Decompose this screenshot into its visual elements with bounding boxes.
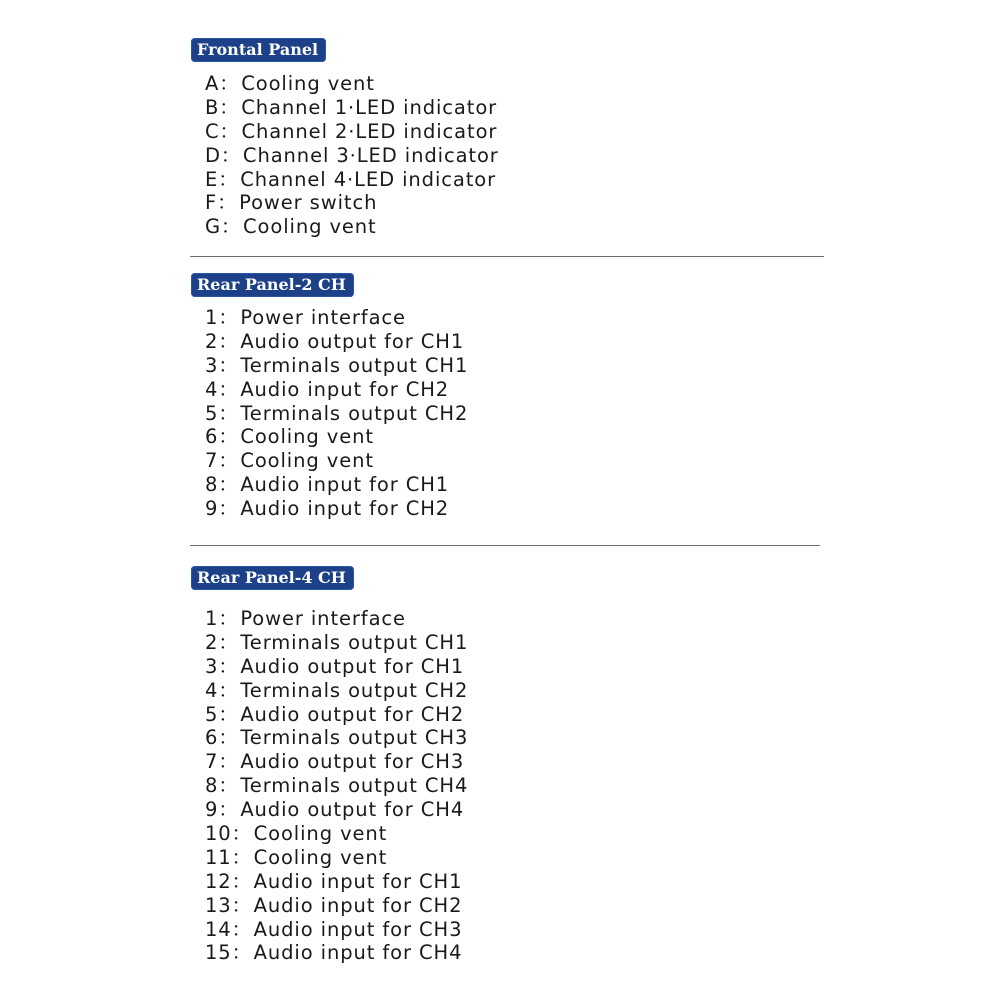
list-item: [205, 774, 468, 798]
item-label: Cooling vent: [240, 425, 374, 449]
list-item: [205, 918, 468, 942]
list-item: [205, 168, 499, 192]
item-key: 9: [205, 798, 219, 822]
item-key: 9: [205, 497, 219, 521]
list-item: [205, 679, 468, 703]
item-key: 3: [205, 353, 219, 377]
item-key: 6: [205, 726, 219, 750]
section-divider: [190, 545, 820, 546]
list-item: [205, 798, 468, 822]
item-key: A: [205, 72, 220, 95]
item-separator: ：: [231, 941, 253, 965]
item-separator: ：: [218, 401, 239, 425]
list-item: [205, 215, 499, 239]
item-separator: ：: [218, 353, 239, 377]
item-separator: ：: [218, 473, 239, 497]
list-item: [205, 726, 468, 750]
list-item: [205, 306, 468, 330]
item-label: Cooling vent: [241, 72, 375, 95]
item-separator: ：: [218, 306, 239, 329]
item-label: Terminals output CH3: [240, 726, 469, 750]
frontal-panel-list: [205, 72, 499, 239]
item-key: F: [205, 191, 218, 215]
list-item: [205, 72, 499, 96]
list-item: [205, 144, 499, 168]
list-item: [205, 870, 468, 894]
item-key: 2: [205, 329, 219, 353]
item-key: 8: [205, 774, 219, 798]
item-key: 4: [205, 678, 219, 702]
item-label: Power interface: [240, 607, 406, 630]
item-label: Audio output for CH2: [240, 702, 465, 726]
item-separator: ：: [231, 822, 253, 846]
item-label: Power interface: [240, 306, 406, 329]
item-separator: ：: [218, 167, 239, 191]
item-separator: ：: [218, 750, 239, 774]
list-item: [205, 354, 468, 378]
item-separator: ：: [231, 917, 253, 941]
item-key: 1: [205, 607, 219, 630]
item-separator: ：: [218, 774, 239, 798]
item-label: Audio input for CH3: [253, 917, 463, 941]
item-label: Channel 4·LED indicator: [240, 167, 497, 191]
item-key: 12: [205, 869, 232, 893]
item-key: 10: [205, 822, 232, 846]
item-label: Audio input for CH2: [240, 377, 450, 401]
list-item: [205, 846, 468, 870]
item-key: D: [205, 143, 221, 167]
list-item: [205, 703, 468, 727]
item-label: Cooling vent: [253, 822, 388, 846]
item-separator: ：: [219, 72, 240, 95]
item-key: 4: [205, 377, 219, 401]
list-item: [205, 750, 468, 774]
item-label: Audio output for CH1: [240, 654, 465, 678]
item-label: Channel 2·LED indicator: [241, 119, 498, 143]
item-label: Audio input for CH2: [253, 893, 463, 917]
list-item: [205, 473, 468, 497]
item-separator: ：: [218, 497, 239, 521]
item-label: Audio input for CH1: [253, 869, 463, 893]
item-separator: ：: [218, 702, 239, 726]
list-item: [205, 96, 499, 120]
item-separator: ：: [218, 329, 239, 353]
item-label: Terminals output CH2: [240, 678, 469, 702]
rear-panel-2ch-list: [205, 306, 468, 521]
item-label: Channel 3·LED indicator: [242, 143, 499, 167]
item-separator: ：: [218, 678, 239, 702]
item-separator: ：: [218, 607, 239, 630]
item-key: E: [205, 167, 219, 191]
item-separator: ：: [218, 425, 239, 449]
item-separator: ：: [231, 893, 253, 917]
item-key: C: [205, 119, 220, 143]
item-key: 7: [205, 449, 219, 473]
item-label: Terminals output CH1: [240, 353, 469, 377]
list-item: [205, 607, 468, 631]
list-item: [205, 894, 468, 918]
item-label: Cooling vent: [243, 215, 377, 239]
item-key: 6: [205, 425, 219, 449]
item-separator: ：: [218, 798, 239, 822]
rear-panel-4ch-list: [205, 607, 468, 965]
item-key: 2: [205, 630, 219, 654]
item-separator: ：: [231, 845, 253, 869]
list-item: [205, 378, 468, 402]
item-label: Audio output for CH1: [240, 329, 465, 353]
item-key: 8: [205, 473, 219, 497]
item-separator: ：: [218, 377, 239, 401]
item-label: Audio input for CH4: [253, 941, 463, 965]
list-item: [205, 822, 468, 846]
list-item: [205, 497, 468, 521]
list-item: [205, 120, 499, 144]
item-key: 5: [205, 702, 219, 726]
item-key: B: [205, 95, 220, 119]
frontal-panel-badge: Frontal Panel: [191, 38, 326, 62]
list-item: [205, 425, 468, 449]
item-key: 14: [205, 917, 232, 941]
item-label: Cooling vent: [240, 449, 374, 473]
item-label: Audio output for CH3: [240, 750, 465, 774]
item-label: Audio input for CH1: [240, 473, 450, 497]
item-label: Power switch: [239, 191, 378, 215]
item-label: Channel 1·LED indicator: [241, 95, 498, 119]
item-separator: ：: [219, 119, 240, 143]
list-item: [205, 191, 499, 215]
item-separator: ：: [218, 654, 239, 678]
item-label: Audio output for CH4: [240, 798, 465, 822]
list-item: [205, 449, 468, 473]
item-separator: ：: [218, 449, 239, 473]
item-key: 5: [205, 401, 219, 425]
item-separator: ：: [231, 869, 253, 893]
item-label: Audio input for CH2: [240, 497, 450, 521]
item-label: Terminals output CH2: [240, 401, 469, 425]
list-item: [205, 402, 468, 426]
item-label: Terminals output CH4: [240, 774, 469, 798]
item-key: 13: [205, 893, 232, 917]
item-separator: ：: [218, 630, 239, 654]
item-separator: ：: [217, 191, 238, 215]
rear-panel-2ch-badge: Rear Panel-2 CH: [191, 273, 354, 297]
item-separator: ：: [220, 143, 242, 167]
list-item: [205, 655, 468, 679]
item-label: Cooling vent: [253, 845, 388, 869]
item-label: Terminals output CH1: [240, 630, 469, 654]
item-key: 7: [205, 750, 219, 774]
item-key: 15: [205, 941, 232, 965]
item-separator: ：: [221, 215, 242, 239]
item-separator: ：: [219, 95, 240, 119]
list-item: [205, 941, 468, 965]
item-separator: ：: [218, 726, 239, 750]
item-key: 11: [205, 845, 232, 869]
item-key: 3: [205, 654, 219, 678]
list-item: [205, 631, 468, 655]
list-item: [205, 330, 468, 354]
item-key: G: [205, 215, 222, 239]
rear-panel-4ch-badge: Rear Panel-4 CH: [191, 566, 354, 590]
section-divider: [190, 256, 824, 257]
item-key: 1: [205, 306, 219, 329]
